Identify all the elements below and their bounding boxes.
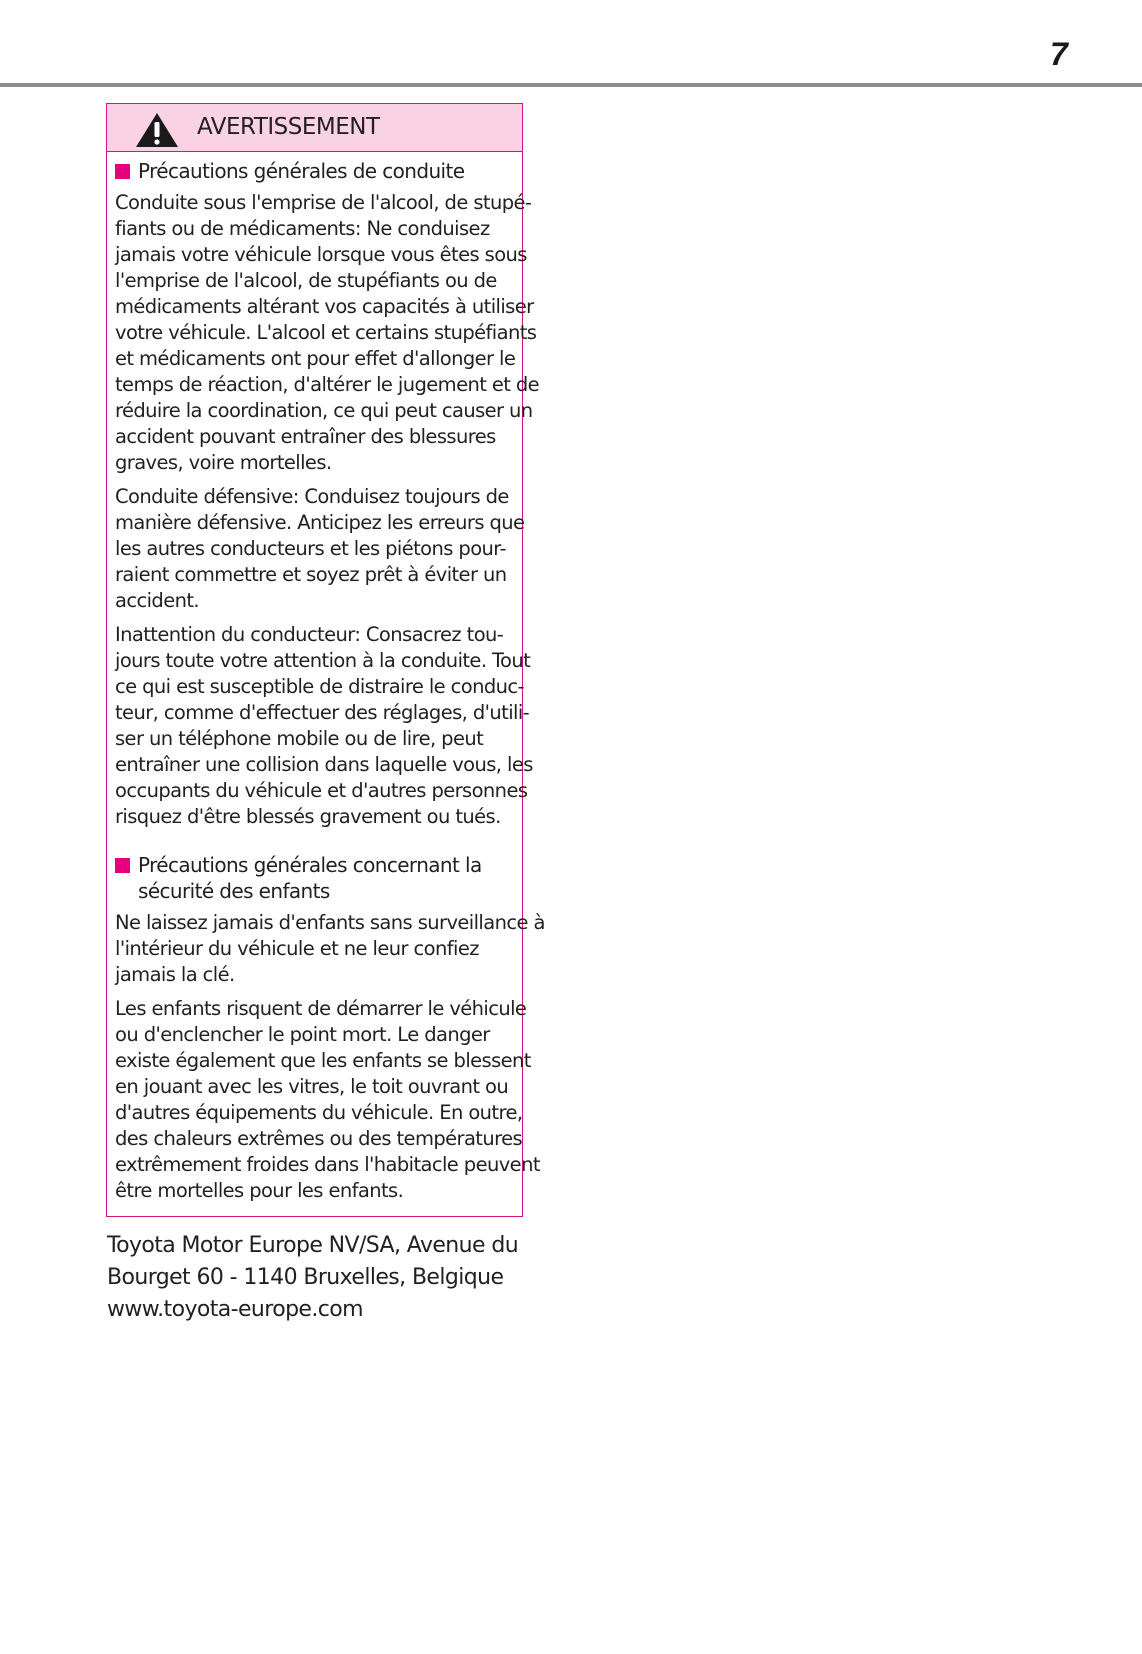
text-line: être mortelles pour les enfants.: [115, 1179, 404, 1202]
footer-address: [107, 1230, 518, 1326]
text-line: l'intérieur du véhicule et ne leur confiez: [115, 937, 479, 960]
text-line: des chaleurs extrêmes ou des températures: [115, 1127, 523, 1150]
text-line: Les enfants risquent de démarrer le véhicule: [115, 997, 527, 1020]
text-line: Conduite sous l'emprise de l'alcool, de stupé-: [115, 191, 532, 214]
section-heading: [115, 158, 514, 184]
text-line: occupants du véhicule et d'autres personnes: [115, 779, 528, 802]
paragraph: [115, 484, 525, 614]
text-line: graves, voire mortelles.: [115, 451, 332, 474]
text-line: jours toute votre attention à la conduite. Tout: [115, 649, 531, 672]
text-line: raient commettre et soyez prêt à éviter un: [115, 563, 507, 586]
warning-header: [107, 104, 522, 152]
text-line: existe également que les enfants se blessent: [115, 1049, 531, 1072]
text-line: accident pouvant entraîner des blessures: [115, 425, 496, 448]
text-line: fiants ou de médicaments: Ne conduisez: [115, 217, 490, 240]
bullet-square-icon: [115, 858, 130, 873]
text-line: d'autres équipements du véhicule. En outre,: [115, 1101, 523, 1124]
text-line: jamais la clé.: [115, 963, 235, 986]
text-line: jamais votre véhicule lorsque vous êtes sous: [115, 243, 527, 266]
website-url: www.toyota-europe.com: [107, 1297, 363, 1322]
page-number: 7: [1050, 36, 1068, 72]
text-line: l'emprise de l'alcool, de stupéfiants ou de: [115, 269, 497, 292]
paragraph: [115, 190, 540, 476]
warning-box: [106, 103, 545, 1217]
text-line: teur, comme d'effectuer des réglages, d'utili-: [115, 701, 530, 724]
text-line: ce qui est susceptible de distraire le conduc-: [115, 675, 524, 698]
text-line: médicaments altérant vos capacités à utiliser: [115, 295, 534, 318]
paragraph: [115, 622, 533, 830]
warning-triangle-icon: [135, 112, 179, 148]
text-line: accident.: [115, 589, 199, 612]
paragraph: [115, 910, 545, 988]
text-line: risquez d'être blessés gravement ou tués.: [115, 805, 501, 828]
section-heading: [115, 852, 514, 904]
text-line: en jouant avec les vitres, le toit ouvrant ou: [115, 1075, 509, 1098]
text-line: ou d'enclencher le point mort. Le danger: [115, 1023, 490, 1046]
text-line: les autres conducteurs et les piétons pour-: [115, 537, 506, 560]
text-line: ser un téléphone mobile ou de lire, peut: [115, 727, 484, 750]
heading-line: sécurité des enfants: [138, 879, 330, 903]
heading-line: Précautions générales de conduite: [138, 159, 465, 183]
text-line: manière défensive. Anticipez les erreurs que: [115, 511, 525, 534]
warning-title: AVERTISSEMENT: [197, 114, 380, 140]
text-line: Inattention du conducteur: Consacrez tou-: [115, 623, 504, 646]
text-line: et médicaments ont pour effet d'allonger le: [115, 347, 516, 370]
paragraph: [115, 996, 540, 1204]
text-line: entraîner une collision dans laquelle vous, les: [115, 753, 533, 776]
text-line: Ne laissez jamais d'enfants sans surveillance à: [115, 911, 545, 934]
text-line: temps de réaction, d'altérer le jugement et de: [115, 373, 540, 396]
text-line: Conduite défensive: Conduisez toujours de: [115, 485, 509, 508]
text-line: extrêmement froides dans l'habitacle peuvent: [115, 1153, 540, 1176]
address-line: Bourget 60 - 1140 Bruxelles, Belgique: [107, 1265, 504, 1290]
header-rule: [0, 83, 1142, 87]
warning-body: [107, 152, 545, 1204]
heading-line: Précautions générales concernant la: [138, 853, 482, 877]
text-line: réduire la coordination, ce qui peut causer un: [115, 399, 533, 422]
address-line: Toyota Motor Europe NV/SA, Avenue du: [107, 1233, 519, 1258]
bullet-square-icon: [115, 164, 130, 179]
text-line: votre véhicule. L'alcool et certains stupéfiants: [115, 321, 537, 344]
